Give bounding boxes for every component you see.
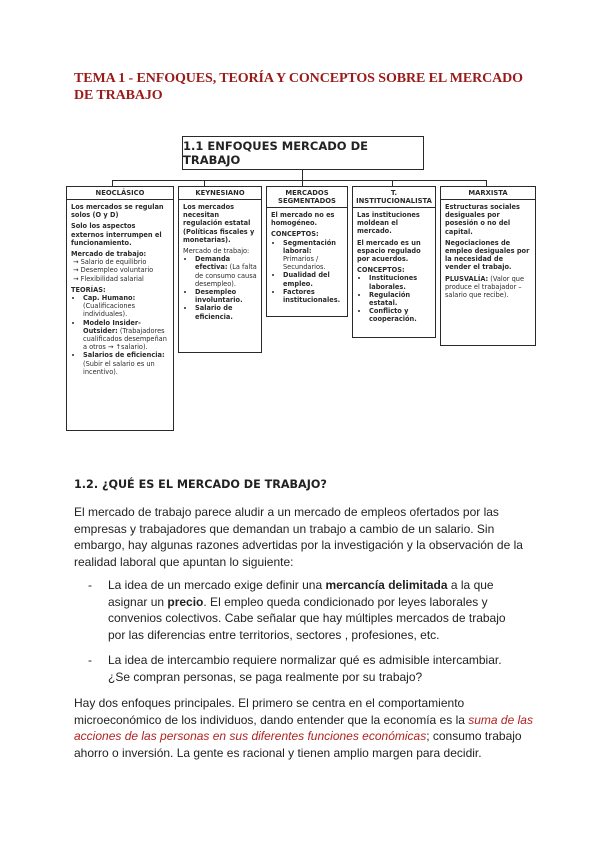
- column-institucionalista: [352, 186, 436, 338]
- column-title: MERCADOS SEGMENTADOS: [267, 187, 347, 208]
- text-run: Hay dos enfoques principales. El primero se centra en el comportamiento microeconómico de los individuos, dando entender que la economía es la: [74, 696, 469, 727]
- column-marxista: [440, 186, 536, 346]
- list-item: • Factores institucionales.: [283, 288, 343, 304]
- keynes-list: [183, 255, 257, 321]
- concept-list: [357, 274, 431, 323]
- approaches-paragraph: [74, 695, 536, 761]
- column-text: [445, 275, 531, 300]
- highlight-text: suma de las acciones de las personas en sus diferentes funciones económicas: [74, 712, 533, 743]
- column-text: CONCEPTOS:: [357, 266, 405, 275]
- concept-list: [271, 239, 343, 305]
- item-bold: Segmentación laboral:: [283, 238, 336, 255]
- list-item: • Desempleo involuntario.: [195, 288, 257, 304]
- list-item: • Salario de eficiencia.: [195, 304, 257, 320]
- list-item: • Regulación estatal.: [369, 291, 431, 307]
- bullet-dash: -: [88, 578, 92, 592]
- column-title: MARXISTA: [441, 187, 535, 200]
- item-bold: Cap. Humano:: [83, 294, 136, 303]
- column-text: TEORÍAS:: [71, 285, 106, 294]
- bullet-text: [108, 577, 518, 643]
- column-text: Mercado de trabajo:: [71, 250, 147, 259]
- item-bold: Salarios de eficiencia:: [83, 351, 165, 360]
- column-title: T. INSTITUCIONALISTA: [353, 187, 435, 208]
- column-title: NEOCLÁSICO: [67, 187, 173, 200]
- list-item: [195, 255, 257, 288]
- text-bold: mercancía delimitada: [325, 578, 448, 592]
- intro-paragraph: El mercado de trabajo parece aludir a un mercado de empleos ofertados por las empresas y trabajadores que demandan un trabajo a cambio de un salario. Sin embargo, hay algunas razones advertidas por la investigación y la observación de la realidad laboral que apuntan lo siguiente:: [74, 505, 523, 569]
- text-bold: precio: [167, 594, 204, 609]
- column-text: Solo los aspectos externos interrumpen el funcionamiento.: [71, 222, 162, 247]
- list-item: → Salario de equilibrio: [73, 258, 147, 267]
- column-title: KEYNESIANO: [179, 187, 261, 200]
- diagram-header: 1.1 ENFOQUES MERCADO DE TRABAJO: [182, 136, 424, 170]
- text-run: . El empleo queda condicionado por leyes laborales y convenios colectivos. Cabe señalar que hay múltiples mercados de trabajo por las diferencias entre territorios, sectores , profesiones, etc.: [108, 594, 506, 642]
- column-text: El mercado no es homogéneo.: [271, 211, 335, 228]
- page-title: TEMA 1 - ENFOQUES, TEORÍA Y CONCEPTOS SOBRE EL MERCADO DE TRABAJO: [74, 71, 523, 103]
- column-text: El mercado es un espacio regulado por acuerdos.: [357, 238, 421, 264]
- item-text: (La falta de consumo causa desempleo).: [195, 263, 257, 288]
- item-bold: Demanda efectiva:: [195, 255, 231, 272]
- text-run: La idea de un mercado exige definir una: [108, 578, 326, 592]
- item-text: (Cualificaciones individuales).: [83, 302, 136, 319]
- list-item: [83, 351, 169, 376]
- list-item: • Instituciones laborales.: [369, 274, 431, 290]
- section-heading: 1.2. ¿QUÉ ES EL MERCADO DE TRABAJO?: [74, 478, 327, 491]
- item-bold: PLUSVALÍA:: [445, 274, 489, 283]
- column-text: CONCEPTOS:: [271, 230, 319, 239]
- column-text: Las instituciones moldean el mercado.: [357, 211, 420, 236]
- column-neoclasico: [66, 186, 174, 431]
- theory-list: [71, 294, 169, 376]
- text-run: a la que asignar un: [108, 578, 494, 609]
- column-text: Los mercados se regulan solos (O y D): [71, 203, 164, 220]
- column-text: Mercado de trabajo:: [183, 247, 250, 256]
- column-text: Estructuras sociales desiguales por posesión o no del capital.: [445, 203, 520, 236]
- list-item: [83, 319, 169, 352]
- list-item: → Flexibilidad salarial: [73, 274, 144, 283]
- column-text: Negociaciones de empleo desiguales por la necesidad de vender el trabajo.: [445, 238, 530, 272]
- list-item: [83, 294, 169, 319]
- list-item: • Conflicto y cooperación.: [369, 307, 431, 323]
- column-keynesiano: [178, 186, 262, 353]
- bullet-text: La idea de intercambio requiere normalizar qué es admisible intercambiar. ¿Se compran personas, se paga realmente por su trabajo?: [108, 653, 502, 684]
- item-text: (Trabajadores cualificados desempeñan a otros → ↑salario).: [83, 326, 167, 352]
- bullet-dash: -: [88, 653, 92, 667]
- column-segmentados: [266, 186, 348, 317]
- list-item: • Dualidad del empleo.: [283, 271, 343, 287]
- column-text: Los mercados necesitan regulación estatal (Políticas fiscales y monetarias).: [183, 203, 255, 244]
- list-item: [283, 239, 343, 272]
- arrow-list: [71, 258, 169, 283]
- connector-horizontal: [112, 180, 486, 181]
- text-run: ; consumo trabajo ahorro o inversión. La gente es racional y tienen amplio margen para decidir.: [74, 729, 522, 760]
- item-text: Primarios / Secundarios.: [283, 255, 326, 272]
- list-item: → Desempleo voluntario: [73, 266, 154, 275]
- approaches-diagram: [66, 132, 536, 432]
- item-bold: Modelo Insider-Outsider:: [83, 318, 141, 335]
- item-text: (Valor que produce el trabajador – salario que recibe).: [445, 274, 525, 300]
- item-text: (Subir el salario es un incentivo).: [83, 359, 155, 376]
